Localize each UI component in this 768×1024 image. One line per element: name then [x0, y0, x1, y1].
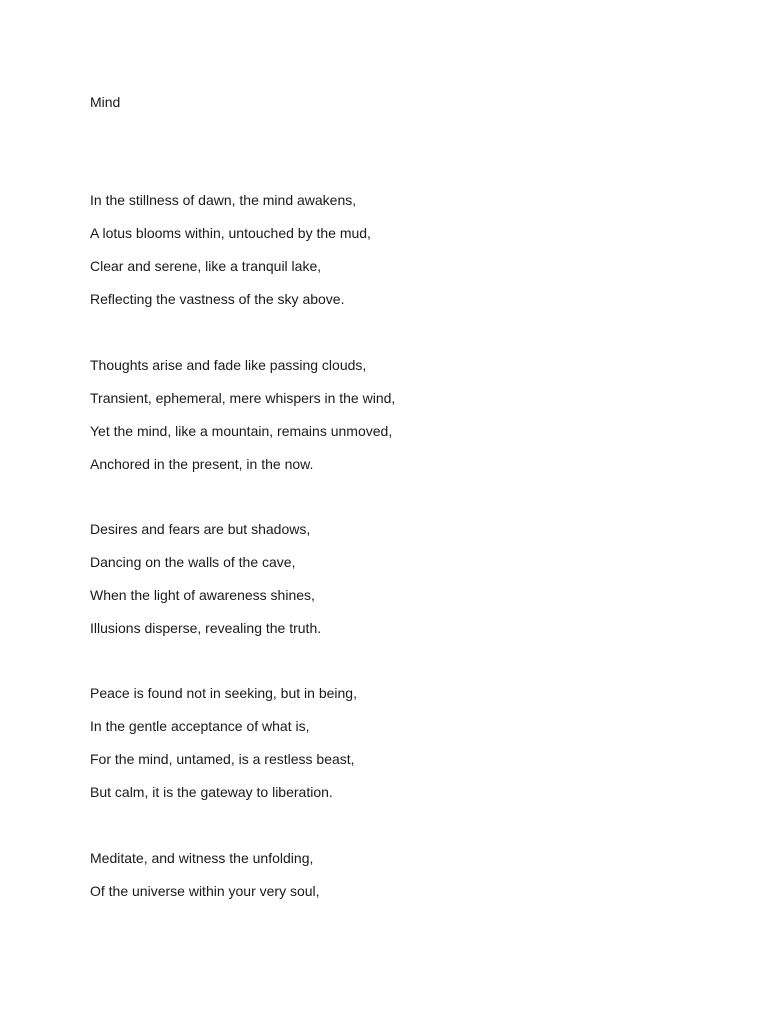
stanza: [90, 356, 395, 488]
poem-line: Meditate, and witness the unfolding,: [90, 850, 314, 866]
poem-title: Mind: [90, 94, 121, 110]
poem-line: Peace is found not in seeking, but in being,: [90, 685, 357, 701]
stanza: [90, 684, 357, 816]
poem-line: Thoughts arise and fade like passing clouds,: [90, 357, 367, 373]
poem-line: Transient, ephemeral, mere whispers in the wind,: [90, 390, 396, 406]
stanza: [90, 849, 320, 915]
poem-line: In the stillness of dawn, the mind awakens,: [90, 192, 357, 208]
poem-line: Yet the mind, like a mountain, remains unmoved,: [90, 423, 393, 439]
stanza: [90, 520, 321, 652]
poem-line: But calm, it is the gateway to liberation.: [90, 784, 333, 800]
poem-line: For the mind, untamed, is a restless beast,: [90, 751, 355, 767]
poem-line: A lotus blooms within, untouched by the mud,: [90, 225, 371, 241]
poem-line: In the gentle acceptance of what is,: [90, 718, 310, 734]
poem-line: Reflecting the vastness of the sky above.: [90, 291, 345, 307]
poem-line: Dancing on the walls of the cave,: [90, 554, 296, 570]
poem-line: Desires and fears are but shadows,: [90, 521, 311, 537]
poem-line: Illusions disperse, revealing the truth.: [90, 620, 322, 636]
poem-line: Clear and serene, like a tranquil lake,: [90, 258, 322, 274]
poem-line: Anchored in the present, in the now.: [90, 456, 314, 472]
poem-line: Of the universe within your very soul,: [90, 883, 320, 899]
stanza: [90, 191, 371, 323]
poem-line: When the light of awareness shines,: [90, 587, 315, 603]
